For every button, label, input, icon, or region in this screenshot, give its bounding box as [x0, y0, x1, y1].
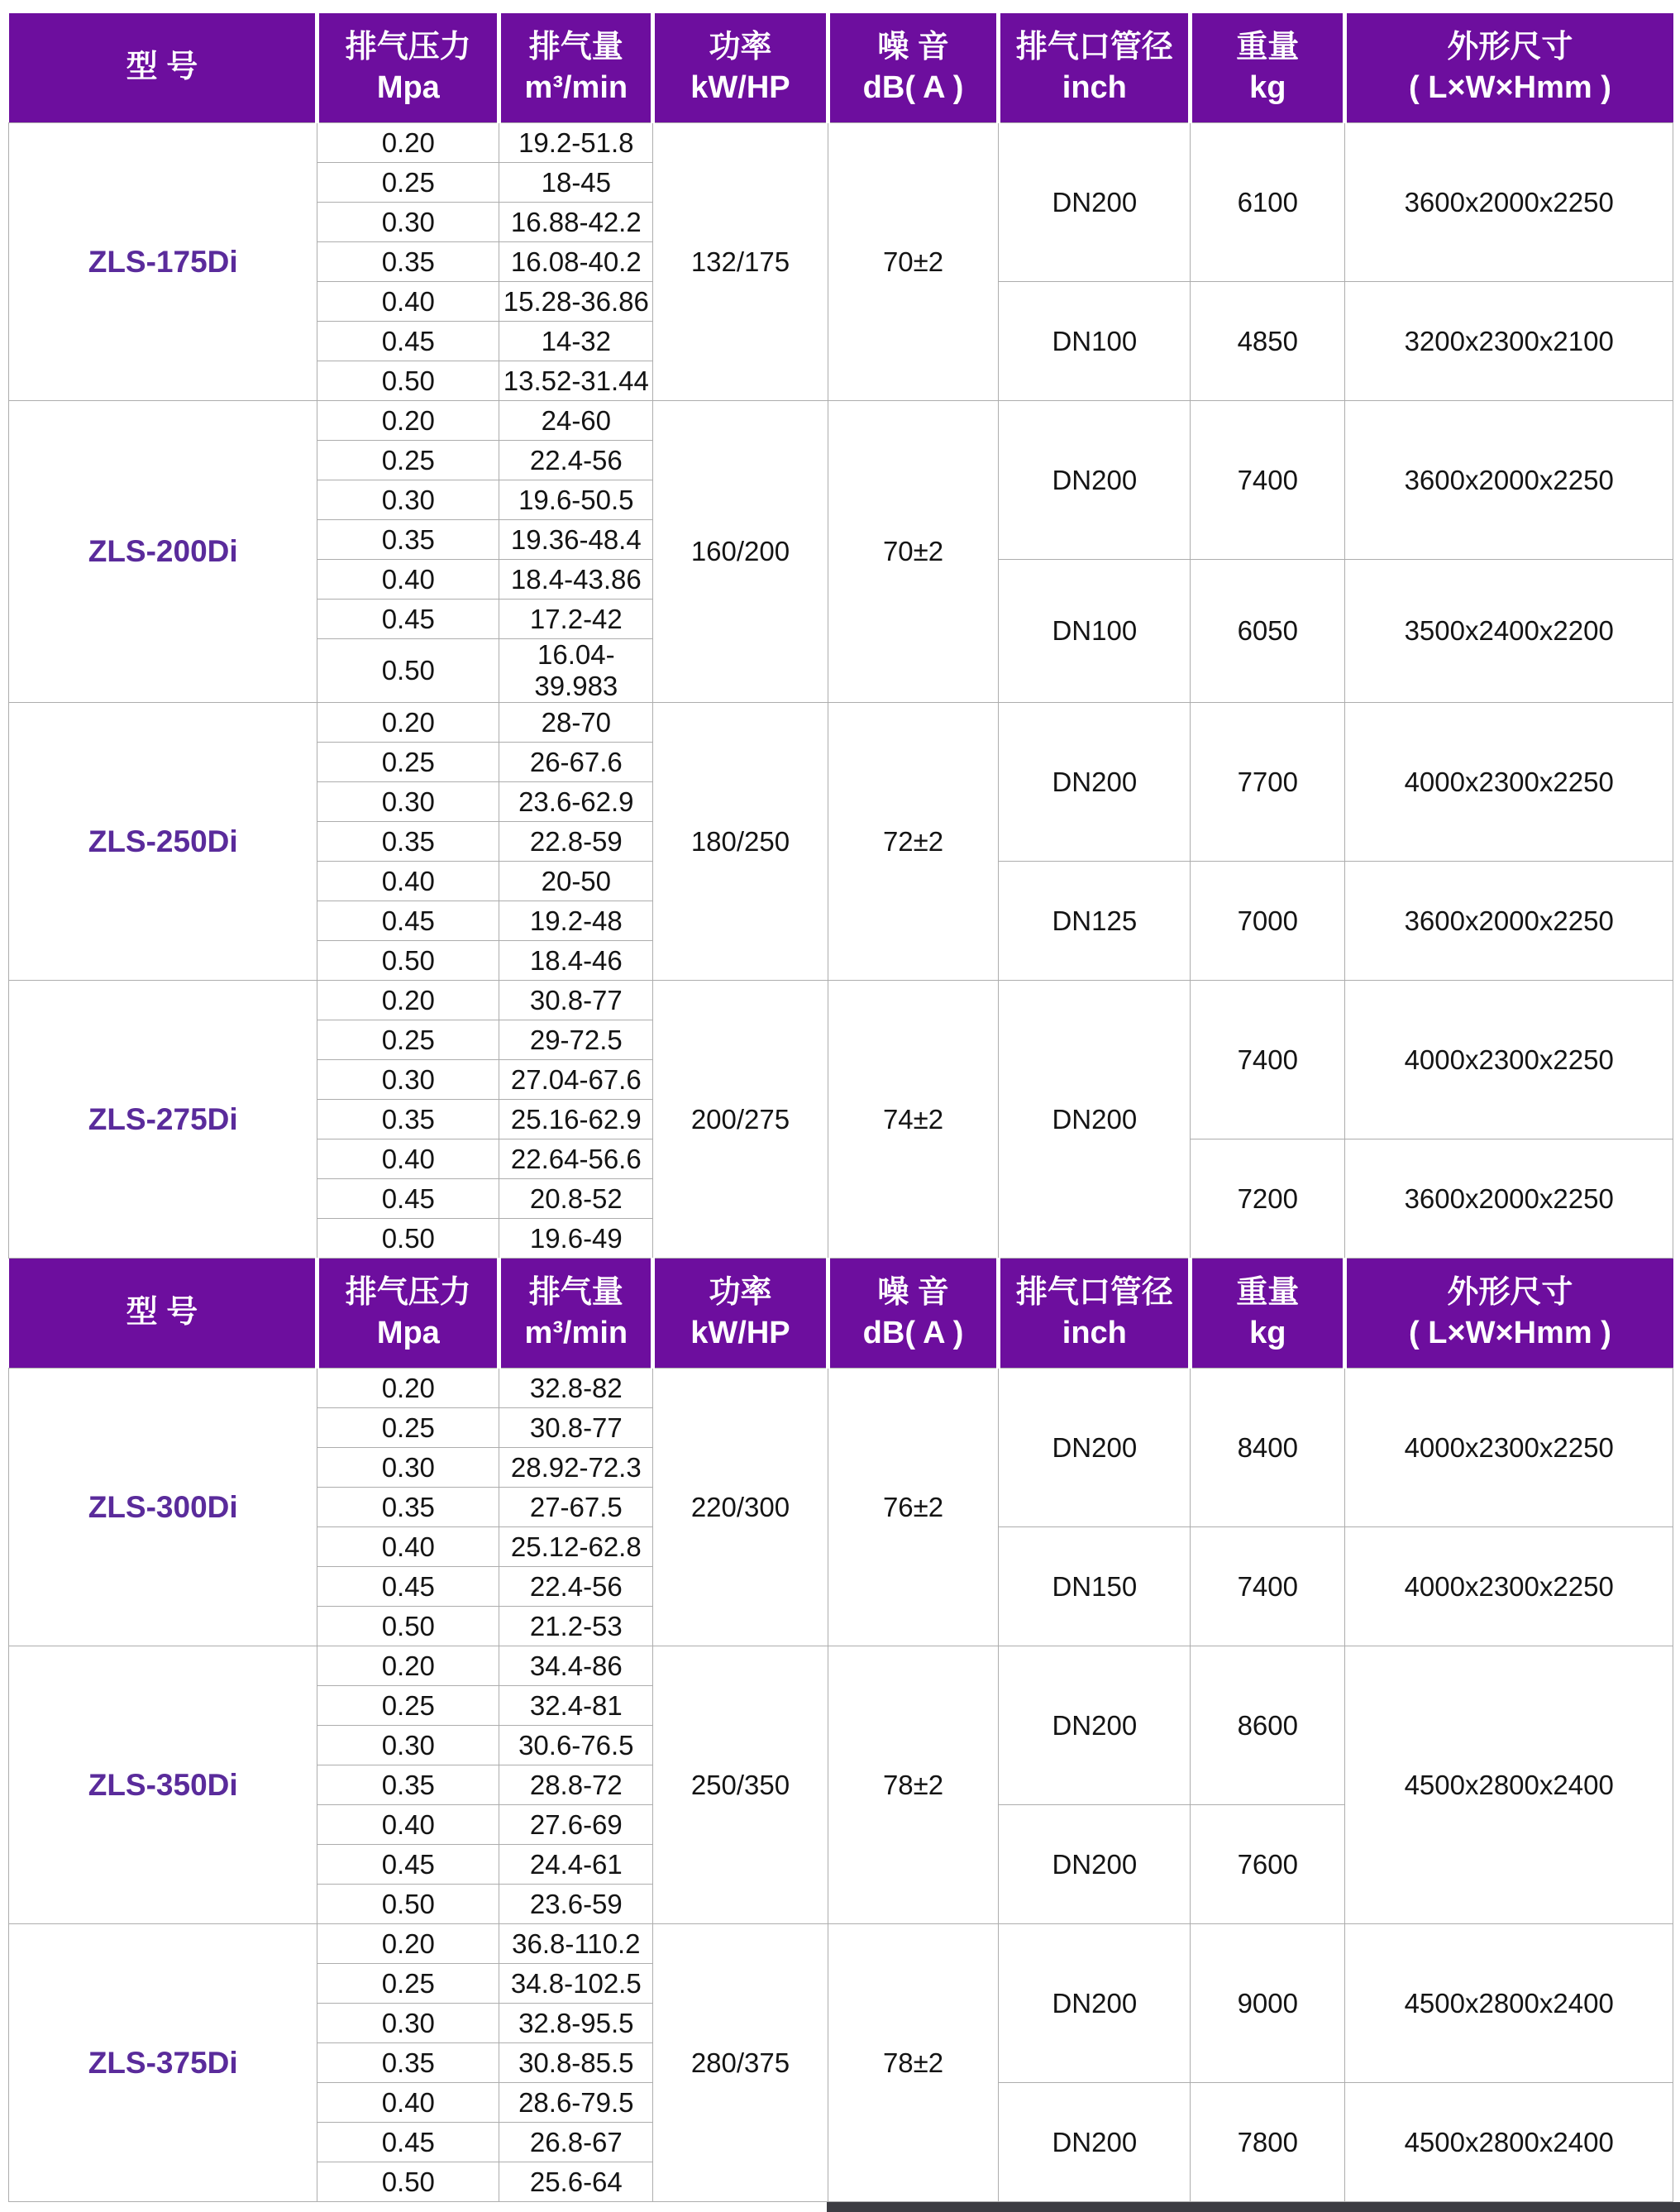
pressure-cell: 0.30	[317, 782, 499, 822]
flow-cell: 18.4-43.86	[499, 560, 653, 600]
pipe-cell: DN200	[999, 703, 1191, 862]
compressor-spec-table	[8, 13, 1673, 2202]
model-name-cell: ZLS-175Di	[9, 123, 317, 401]
header-unit: kW/HP	[690, 1316, 790, 1350]
flow-cell: 34.4-86	[499, 1646, 653, 1686]
header-unit: dB( A )	[862, 1316, 964, 1350]
pressure-cell: 0.50	[317, 2162, 499, 2202]
noise-cell: 70±2	[828, 401, 999, 703]
header-label: 排气口管径	[1015, 1274, 1173, 1310]
pipe-cell: DN150	[999, 1527, 1191, 1646]
pressure-cell: 0.45	[317, 1567, 499, 1607]
pipe-cell: DN200	[999, 123, 1191, 282]
header-row-2	[9, 1259, 1673, 1369]
dims-cell: 3200x2300x2100	[1345, 282, 1673, 401]
header-cell-model	[9, 13, 317, 123]
header-unit: Mpa	[376, 70, 440, 105]
weight-cell: 9000	[1191, 1924, 1345, 2083]
dims-cell: 3600x2000x2250	[1345, 862, 1673, 981]
flow-cell: 32.8-82	[499, 1369, 653, 1408]
table-row	[9, 1369, 1673, 1408]
header-unit: inch	[1062, 1316, 1127, 1350]
flow-cell: 19.2-51.8	[499, 123, 653, 163]
weight-cell: 7400	[1191, 401, 1345, 560]
header-cell-pipe	[999, 13, 1191, 123]
weight-cell: 7200	[1191, 1139, 1345, 1259]
header-cell-pressure	[317, 13, 499, 123]
weight-cell: 8400	[1191, 1369, 1345, 1527]
pressure-cell: 0.30	[317, 2004, 499, 2043]
pressure-cell: 0.20	[317, 1924, 499, 1964]
table-row	[9, 123, 1673, 163]
noise-cell: 78±2	[828, 1924, 999, 2202]
table-row	[9, 401, 1673, 441]
dims-cell: 4500x2800x2400	[1345, 1646, 1673, 1924]
pipe-cell: DN200	[999, 1369, 1191, 1527]
pressure-cell: 0.45	[317, 600, 499, 639]
pressure-cell: 0.30	[317, 203, 499, 242]
header-cell-power	[653, 1259, 828, 1369]
header-unit: ( L×W×Hmm )	[1408, 70, 1611, 105]
weight-cell: 8600	[1191, 1646, 1345, 1805]
flow-cell: 18.4-46	[499, 941, 653, 981]
header-cell-noise	[828, 13, 999, 123]
pressure-cell: 0.50	[317, 639, 499, 703]
flow-cell: 27.6-69	[499, 1805, 653, 1845]
header-label: 型 号	[126, 1295, 198, 1331]
weight-cell: 6050	[1191, 560, 1345, 703]
pipe-cell: DN200	[999, 981, 1191, 1259]
dims-cell: 3500x2400x2200	[1345, 560, 1673, 703]
pressure-cell: 0.25	[317, 1020, 499, 1060]
flow-cell: 25.16-62.9	[499, 1100, 653, 1139]
header-unit: kg	[1249, 70, 1286, 105]
weight-cell: 7600	[1191, 1805, 1345, 1924]
power-cell: 220/300	[653, 1369, 828, 1646]
pressure-cell: 0.40	[317, 1805, 499, 1845]
flow-cell: 13.52-31.44	[499, 361, 653, 401]
pipe-cell: DN200	[999, 401, 1191, 560]
flow-cell: 26-67.6	[499, 743, 653, 782]
flow-cell: 16.04-39.983	[499, 639, 653, 703]
dims-cell: 4500x2800x2400	[1345, 1924, 1673, 2083]
pressure-cell: 0.25	[317, 1408, 499, 1448]
flow-cell: 19.2-48	[499, 901, 653, 941]
header-label: 排气压力	[345, 1274, 471, 1310]
header-unit: dB( A )	[862, 70, 964, 105]
dims-cell: 4000x2300x2250	[1345, 1527, 1673, 1646]
dims-cell: 3600x2000x2250	[1345, 1139, 1673, 1259]
flow-cell: 36.8-110.2	[499, 1924, 653, 1964]
dims-cell: 3600x2000x2250	[1345, 401, 1673, 560]
model-name-cell: ZLS-350Di	[9, 1646, 317, 1924]
pressure-cell: 0.45	[317, 1845, 499, 1885]
pressure-cell: 0.35	[317, 242, 499, 282]
header-cell-pipe	[999, 1259, 1191, 1369]
pressure-cell: 0.20	[317, 981, 499, 1020]
table-row	[9, 981, 1673, 1020]
flow-cell: 16.08-40.2	[499, 242, 653, 282]
header-cell-dims	[1345, 1259, 1673, 1369]
header-unit: m³/min	[524, 1316, 628, 1350]
flow-cell: 21.2-53	[499, 1607, 653, 1646]
flow-cell: 22.4-56	[499, 441, 653, 480]
pressure-cell: 0.20	[317, 1369, 499, 1408]
header-cell-weight	[1191, 13, 1345, 123]
flow-cell: 19.6-50.5	[499, 480, 653, 520]
header-cell-weight	[1191, 1259, 1345, 1369]
header-cell-model	[9, 1259, 317, 1369]
power-cell: 280/375	[653, 1924, 828, 2202]
model-name-cell: ZLS-250Di	[9, 703, 317, 981]
header-label: 排气量	[528, 1274, 623, 1310]
noise-cell: 72±2	[828, 703, 999, 981]
model-name-cell: ZLS-375Di	[9, 1924, 317, 2202]
weight-cell: 7400	[1191, 1527, 1345, 1646]
header-cell-dims	[1345, 13, 1673, 123]
dims-cell: 4000x2300x2250	[1345, 981, 1673, 1139]
weight-cell: 7000	[1191, 862, 1345, 981]
header-label: 重量	[1236, 29, 1300, 64]
flow-cell: 24-60	[499, 401, 653, 441]
pressure-cell: 0.35	[317, 1765, 499, 1805]
flow-cell: 28.92-72.3	[499, 1448, 653, 1488]
flow-cell: 30.6-76.5	[499, 1726, 653, 1765]
noise-cell: 70±2	[828, 123, 999, 401]
pressure-cell: 0.40	[317, 560, 499, 600]
flow-cell: 27-67.5	[499, 1488, 653, 1527]
noise-cell: 76±2	[828, 1369, 999, 1646]
noise-cell: 74±2	[828, 981, 999, 1259]
power-cell: 250/350	[653, 1646, 828, 1924]
model-name-cell: ZLS-275Di	[9, 981, 317, 1259]
header-label: 噪 音	[877, 1274, 949, 1310]
flow-cell: 22.8-59	[499, 822, 653, 862]
flow-cell: 25.12-62.8	[499, 1527, 653, 1567]
weight-cell: 7700	[1191, 703, 1345, 862]
flow-cell: 28-70	[499, 703, 653, 743]
flow-cell: 30.8-85.5	[499, 2043, 653, 2083]
table-row	[9, 1924, 1673, 1964]
pressure-cell: 0.40	[317, 862, 499, 901]
header-label: 型 号	[126, 50, 198, 85]
pressure-cell: 0.20	[317, 123, 499, 163]
dims-cell: 4000x2300x2250	[1345, 1369, 1673, 1527]
flow-cell: 25.6-64	[499, 2162, 653, 2202]
power-cell: 200/275	[653, 981, 828, 1259]
pipe-cell: DN200	[999, 1924, 1191, 2083]
pressure-cell: 0.35	[317, 1488, 499, 1527]
header-label: 噪 音	[877, 29, 949, 64]
pressure-cell: 0.20	[317, 1646, 499, 1686]
pressure-cell: 0.45	[317, 2123, 499, 2162]
header-label: 排气量	[528, 29, 623, 64]
pipe-cell: DN200	[999, 1805, 1191, 1924]
dims-cell: 4000x2300x2250	[1345, 703, 1673, 862]
model-name-cell: ZLS-300Di	[9, 1369, 317, 1646]
header-label: 重量	[1236, 1274, 1300, 1310]
pipe-cell: DN100	[999, 282, 1191, 401]
flow-cell: 26.8-67	[499, 2123, 653, 2162]
header-unit: inch	[1062, 70, 1127, 105]
header-label: 功率	[709, 1274, 772, 1310]
flow-cell: 28.8-72	[499, 1765, 653, 1805]
flow-cell: 30.8-77	[499, 981, 653, 1020]
pipe-cell: DN200	[999, 2083, 1191, 2202]
pressure-cell: 0.50	[317, 1885, 499, 1924]
flow-cell: 16.88-42.2	[499, 203, 653, 242]
pipe-cell: DN125	[999, 862, 1191, 981]
dims-cell: 4500x2800x2400	[1345, 2083, 1673, 2202]
table-row	[9, 1646, 1673, 1686]
power-cell: 180/250	[653, 703, 828, 981]
pressure-cell: 0.25	[317, 441, 499, 480]
header-cell-pressure	[317, 1259, 499, 1369]
header-label: 排气口管径	[1015, 29, 1173, 64]
header-cell-noise	[828, 1259, 999, 1369]
pressure-cell: 0.40	[317, 282, 499, 322]
pressure-cell: 0.25	[317, 1686, 499, 1726]
header-label: 功率	[709, 29, 772, 64]
pressure-cell: 0.30	[317, 1726, 499, 1765]
pressure-cell: 0.40	[317, 1527, 499, 1567]
pipe-cell: DN200	[999, 1646, 1191, 1805]
header-cell-flow	[499, 1259, 653, 1369]
pressure-cell: 0.30	[317, 1448, 499, 1488]
pressure-cell: 0.25	[317, 163, 499, 203]
pressure-cell: 0.25	[317, 1964, 499, 2004]
pressure-cell: 0.40	[317, 2083, 499, 2123]
pipe-cell: DN100	[999, 560, 1191, 703]
flow-cell: 22.64-56.6	[499, 1139, 653, 1179]
bottom-dark-bar	[827, 2202, 1680, 2212]
flow-cell: 27.04-67.6	[499, 1060, 653, 1100]
pressure-cell: 0.45	[317, 1179, 499, 1219]
table-row	[9, 703, 1673, 743]
flow-cell: 34.8-102.5	[499, 1964, 653, 2004]
flow-cell: 20.8-52	[499, 1179, 653, 1219]
header-cell-power	[653, 13, 828, 123]
flow-cell: 17.2-42	[499, 600, 653, 639]
flow-cell: 19.6-49	[499, 1219, 653, 1259]
flow-cell: 15.28-36.86	[499, 282, 653, 322]
dims-cell: 3600x2000x2250	[1345, 123, 1673, 282]
pressure-cell: 0.50	[317, 941, 499, 981]
flow-cell: 29-72.5	[499, 1020, 653, 1060]
pressure-cell: 0.50	[317, 361, 499, 401]
pressure-cell: 0.25	[317, 743, 499, 782]
pressure-cell: 0.30	[317, 1060, 499, 1100]
header-cell-flow	[499, 13, 653, 123]
weight-cell: 6100	[1191, 123, 1345, 282]
flow-cell: 30.8-77	[499, 1408, 653, 1448]
flow-cell: 19.36-48.4	[499, 520, 653, 560]
flow-cell: 23.6-59	[499, 1885, 653, 1924]
pressure-cell: 0.45	[317, 322, 499, 361]
model-name-cell: ZLS-200Di	[9, 401, 317, 703]
header-label: 外形尺寸	[1447, 29, 1573, 64]
flow-cell: 24.4-61	[499, 1845, 653, 1885]
header-unit: Mpa	[376, 1316, 440, 1350]
power-cell: 132/175	[653, 123, 828, 401]
pressure-cell: 0.50	[317, 1607, 499, 1646]
header-unit: m³/min	[524, 70, 628, 105]
weight-cell: 7400	[1191, 981, 1345, 1139]
flow-cell: 18-45	[499, 163, 653, 203]
flow-cell: 22.4-56	[499, 1567, 653, 1607]
pressure-cell: 0.50	[317, 1219, 499, 1259]
header-unit: kW/HP	[690, 70, 790, 105]
pressure-cell: 0.20	[317, 703, 499, 743]
pressure-cell: 0.35	[317, 822, 499, 862]
pressure-cell: 0.20	[317, 401, 499, 441]
header-unit: kg	[1249, 1316, 1286, 1350]
flow-cell: 14-32	[499, 322, 653, 361]
flow-cell: 28.6-79.5	[499, 2083, 653, 2123]
pressure-cell: 0.40	[317, 1139, 499, 1179]
flow-cell: 32.4-81	[499, 1686, 653, 1726]
pressure-cell: 0.35	[317, 1100, 499, 1139]
noise-cell: 78±2	[828, 1646, 999, 1924]
pressure-cell: 0.35	[317, 520, 499, 560]
flow-cell: 20-50	[499, 862, 653, 901]
flow-cell: 32.8-95.5	[499, 2004, 653, 2043]
header-row-1	[9, 13, 1673, 123]
pressure-cell: 0.30	[317, 480, 499, 520]
pressure-cell: 0.35	[317, 2043, 499, 2083]
flow-cell: 23.6-62.9	[499, 782, 653, 822]
header-label: 排气压力	[345, 29, 471, 64]
power-cell: 160/200	[653, 401, 828, 703]
header-unit: ( L×W×Hmm )	[1408, 1316, 1611, 1350]
pressure-cell: 0.45	[317, 901, 499, 941]
header-label: 外形尺寸	[1447, 1274, 1573, 1310]
weight-cell: 4850	[1191, 282, 1345, 401]
weight-cell: 7800	[1191, 2083, 1345, 2202]
